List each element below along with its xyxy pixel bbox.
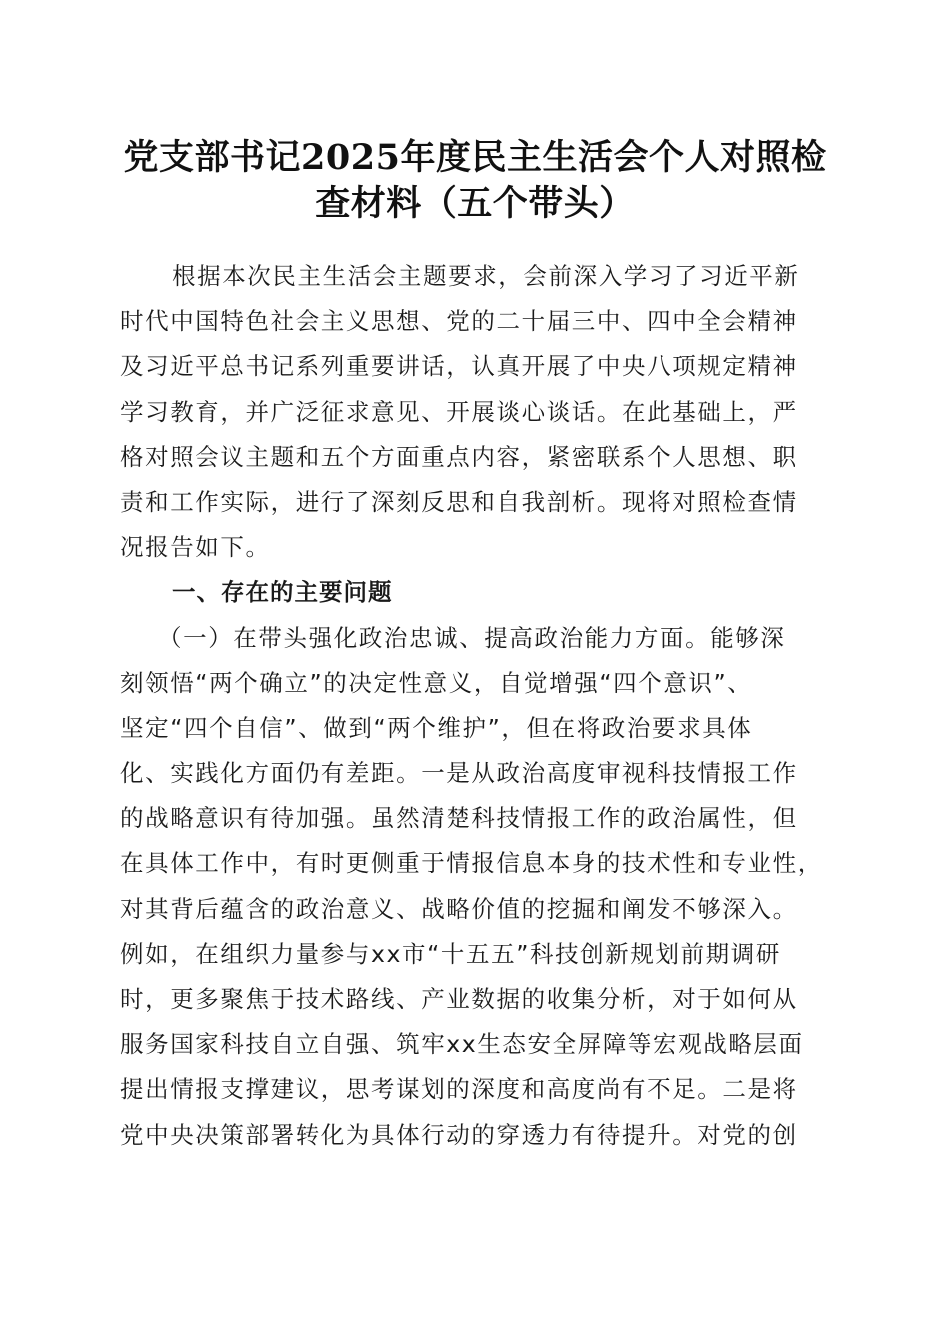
paragraph-line: 及习近平总书记系列重要讲话，认真开展了中央八项规定精神	[120, 352, 798, 381]
document-title	[100, 135, 850, 227]
paragraph-line: 提出情报支撑建议，思考谋划的深度和高度尚有不足。二是将	[120, 1075, 798, 1104]
title-line: 党支部书记2025年度民主生活会个人对照检	[123, 137, 827, 178]
paragraph-line: （一）在带头强化政治忠诚、提高政治能力方面。能够深	[158, 623, 786, 652]
paragraph-line: 的战略意识有待加强。虽然清楚科技情报工作的政治属性，但	[120, 804, 798, 833]
paragraph-line: 服务国家科技自立自强、筑牢xx生态安全屏障等宏观战略层面	[120, 1030, 804, 1059]
paragraph-line: 化、实践化方面仍有差距。一是从政治高度审视科技情报工作	[120, 759, 798, 788]
paragraph-line: 格对照会议主题和五个方面重点内容，紧密联系个人思想、职	[120, 442, 798, 471]
paragraph-line: 在具体工作中，有时更侧重于情报信息本身的技术性和专业性，	[120, 849, 823, 878]
document-body	[120, 254, 830, 1158]
paragraph-line: 党中央决策部署转化为具体行动的穿透力有待提升。对党的创	[120, 1120, 798, 1149]
paragraph-line: 例如，在组织力量参与xx市“十五五”科技创新规划前期调研	[120, 939, 781, 968]
paragraph-line: 坚定“四个自信”、做到“两个维护”，但在将政治要求具体	[120, 713, 753, 742]
paragraph-line: 时代中国特色社会主义思想、党的二十届三中、四中全会精神	[120, 307, 798, 336]
paragraph-line: 根据本次民主生活会主题要求，会前深入学习了习近平新	[172, 262, 800, 290]
paragraph-line: 学习教育，并广泛征求意见、开展谈心谈话。在此基础上，严	[120, 397, 798, 426]
paragraph-line: 责和工作实际，进行了深刻反思和自我剖析。现将对照检查情	[120, 487, 798, 516]
paragraph-line: 时，更多聚焦于技术路线、产业数据的收集分析，对于如何从	[120, 985, 798, 1013]
paragraph-line: 况报告如下。	[120, 533, 271, 562]
title-line: 查材料（五个带头）	[315, 183, 635, 224]
section-heading: 一、存在的主要问题	[172, 578, 393, 607]
paragraph-line: 刻领悟“两个确立”的决定性意义，自觉增强“四个意识”、	[120, 668, 753, 697]
paragraph-line: 对其背后蕴含的政治意义、战略价值的挖掘和阐发不够深入。	[120, 894, 798, 923]
